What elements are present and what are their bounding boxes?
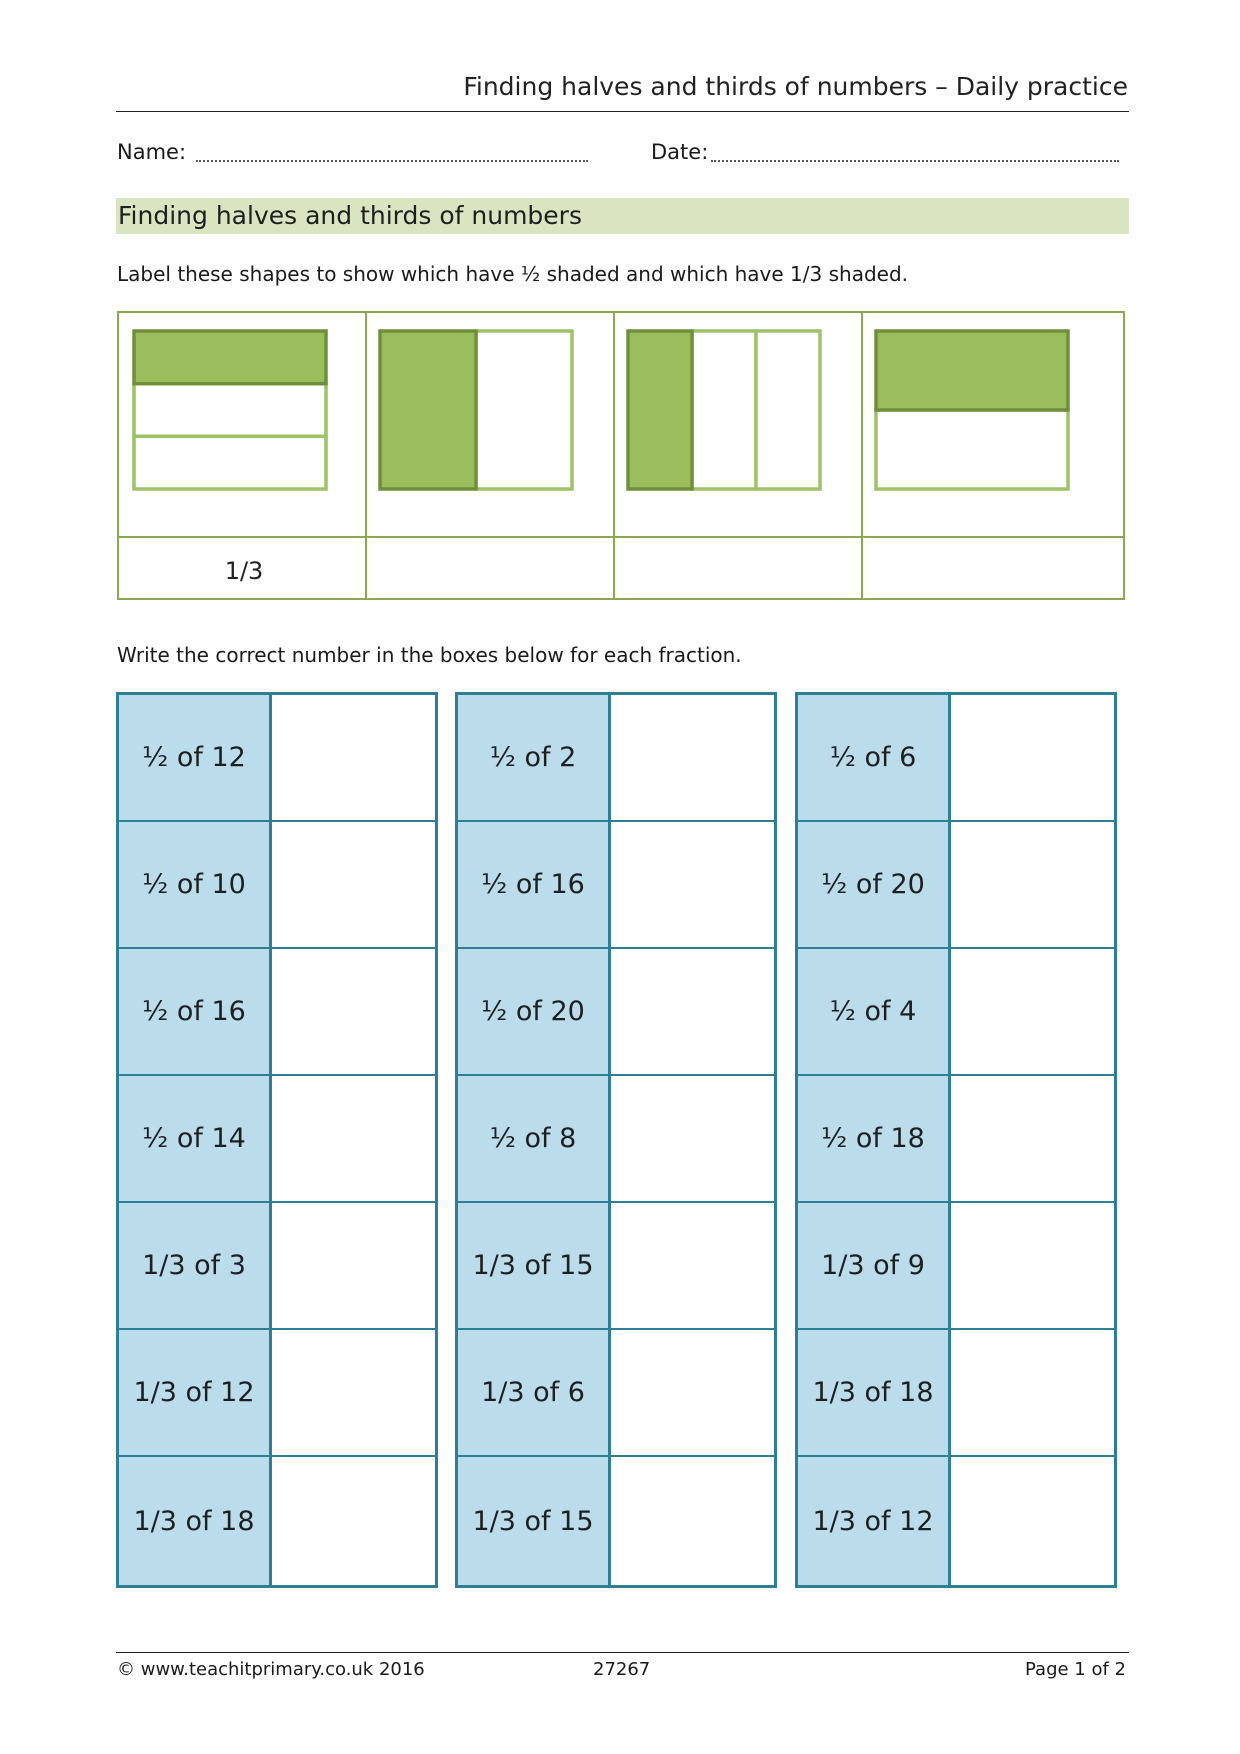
table-row bbox=[458, 1457, 774, 1585]
answer-box[interactable] bbox=[951, 695, 1114, 820]
fraction-question: ½ of 4 bbox=[798, 949, 951, 1074]
name-label: Name: bbox=[117, 140, 187, 164]
fraction-question: 1/3 of 9 bbox=[798, 1203, 951, 1328]
fraction-question: ½ of 16 bbox=[458, 822, 611, 947]
header-rule bbox=[116, 111, 1129, 112]
fraction-table bbox=[795, 692, 1117, 1588]
table-row bbox=[458, 1203, 774, 1330]
table-row bbox=[119, 822, 435, 949]
fraction-question: ½ of 6 bbox=[798, 695, 951, 820]
fraction-question: 1/3 of 12 bbox=[119, 1330, 272, 1455]
name-field[interactable] bbox=[196, 160, 588, 162]
fraction-shape bbox=[876, 331, 1068, 489]
unshaded-part bbox=[756, 331, 820, 489]
fraction-question: 1/3 of 12 bbox=[798, 1457, 951, 1585]
table-row bbox=[458, 1330, 774, 1457]
footer-page-number: Page 1 of 2 bbox=[1025, 1659, 1126, 1680]
shape-table bbox=[117, 311, 1125, 600]
shaded-part bbox=[380, 331, 476, 489]
fraction-question: 1/3 of 15 bbox=[458, 1457, 611, 1585]
date-label: Date: bbox=[651, 140, 709, 164]
fraction-question: ½ of 20 bbox=[458, 949, 611, 1074]
shape-label-cell[interactable]: 1/3 bbox=[224, 556, 264, 585]
answer-box[interactable] bbox=[611, 1457, 774, 1585]
table-row bbox=[119, 1076, 435, 1203]
table-row bbox=[798, 1457, 1114, 1585]
fraction-question: ½ of 16 bbox=[119, 949, 272, 1074]
answer-box[interactable] bbox=[272, 1457, 435, 1585]
answer-box[interactable] bbox=[951, 949, 1114, 1074]
answer-box[interactable] bbox=[272, 949, 435, 1074]
fraction-question: ½ of 8 bbox=[458, 1076, 611, 1201]
unshaded-part bbox=[876, 410, 1068, 489]
table-row bbox=[798, 949, 1114, 1076]
unshaded-part bbox=[476, 331, 572, 489]
shaded-part bbox=[876, 331, 1068, 410]
shaded-part bbox=[628, 331, 692, 489]
fraction-question: ½ of 18 bbox=[798, 1076, 951, 1201]
instruction-fractions: Write the correct number in the boxes below for each fraction. bbox=[117, 643, 742, 667]
answer-box[interactable] bbox=[272, 822, 435, 947]
footer-id: 27267 bbox=[593, 1659, 651, 1680]
answer-box[interactable] bbox=[272, 1203, 435, 1328]
answer-box[interactable] bbox=[951, 1457, 1114, 1585]
fraction-question: 1/3 of 3 bbox=[119, 1203, 272, 1328]
answer-box[interactable] bbox=[951, 1330, 1114, 1455]
instruction-shapes: Label these shapes to show which have ½ shaded and which have 1/3 shaded. bbox=[117, 262, 909, 286]
fraction-shape bbox=[628, 331, 820, 489]
section-title: Finding halves and thirds of numbers bbox=[118, 201, 582, 230]
fraction-shape bbox=[380, 331, 572, 489]
shaded-part bbox=[134, 331, 326, 384]
answer-box[interactable] bbox=[272, 1330, 435, 1455]
fraction-question: ½ of 14 bbox=[119, 1076, 272, 1201]
fraction-shape bbox=[134, 331, 326, 489]
fraction-question: 1/3 of 15 bbox=[458, 1203, 611, 1328]
fraction-question: ½ of 12 bbox=[119, 695, 272, 820]
shape-label-cell[interactable] bbox=[615, 541, 865, 600]
answer-box[interactable] bbox=[611, 1330, 774, 1455]
shape-label-cell[interactable] bbox=[367, 541, 617, 600]
table-row bbox=[798, 822, 1114, 949]
answer-box[interactable] bbox=[611, 1203, 774, 1328]
unshaded-part bbox=[692, 331, 756, 489]
table-row bbox=[798, 1330, 1114, 1457]
answer-box[interactable] bbox=[951, 1203, 1114, 1328]
date-field[interactable] bbox=[711, 160, 1119, 162]
fraction-table bbox=[455, 692, 777, 1588]
table-row bbox=[119, 949, 435, 1076]
answer-box[interactable] bbox=[951, 822, 1114, 947]
answer-box[interactable] bbox=[611, 822, 774, 947]
fraction-table bbox=[116, 692, 438, 1588]
table-row bbox=[458, 695, 774, 822]
header-title: Finding halves and thirds of numbers – Daily practice bbox=[463, 72, 1128, 101]
answer-box[interactable] bbox=[951, 1076, 1114, 1201]
answer-box[interactable] bbox=[611, 949, 774, 1074]
fraction-question: ½ of 2 bbox=[458, 695, 611, 820]
fraction-question: 1/3 of 6 bbox=[458, 1330, 611, 1455]
answer-box[interactable] bbox=[611, 695, 774, 820]
table-row bbox=[119, 1457, 435, 1585]
table-row bbox=[798, 695, 1114, 822]
shape-label-cell[interactable] bbox=[863, 541, 1113, 600]
table-row bbox=[119, 1330, 435, 1457]
table-row bbox=[119, 695, 435, 822]
answer-box[interactable] bbox=[272, 1076, 435, 1201]
fraction-question: 1/3 of 18 bbox=[798, 1330, 951, 1455]
unshaded-part bbox=[134, 436, 326, 489]
fraction-question: 1/3 of 18 bbox=[119, 1457, 272, 1585]
answer-box[interactable] bbox=[611, 1076, 774, 1201]
table-row bbox=[458, 822, 774, 949]
table-row bbox=[798, 1076, 1114, 1203]
fraction-question: ½ of 20 bbox=[798, 822, 951, 947]
table-row bbox=[458, 949, 774, 1076]
unshaded-part bbox=[134, 384, 326, 437]
table-row bbox=[798, 1203, 1114, 1330]
answer-box[interactable] bbox=[272, 695, 435, 820]
fraction-question: ½ of 10 bbox=[119, 822, 272, 947]
table-row bbox=[119, 1203, 435, 1330]
table-row bbox=[458, 1076, 774, 1203]
footer-copyright: © www.teachitprimary.co.uk 2016 bbox=[117, 1659, 425, 1680]
footer-rule bbox=[116, 1652, 1129, 1653]
